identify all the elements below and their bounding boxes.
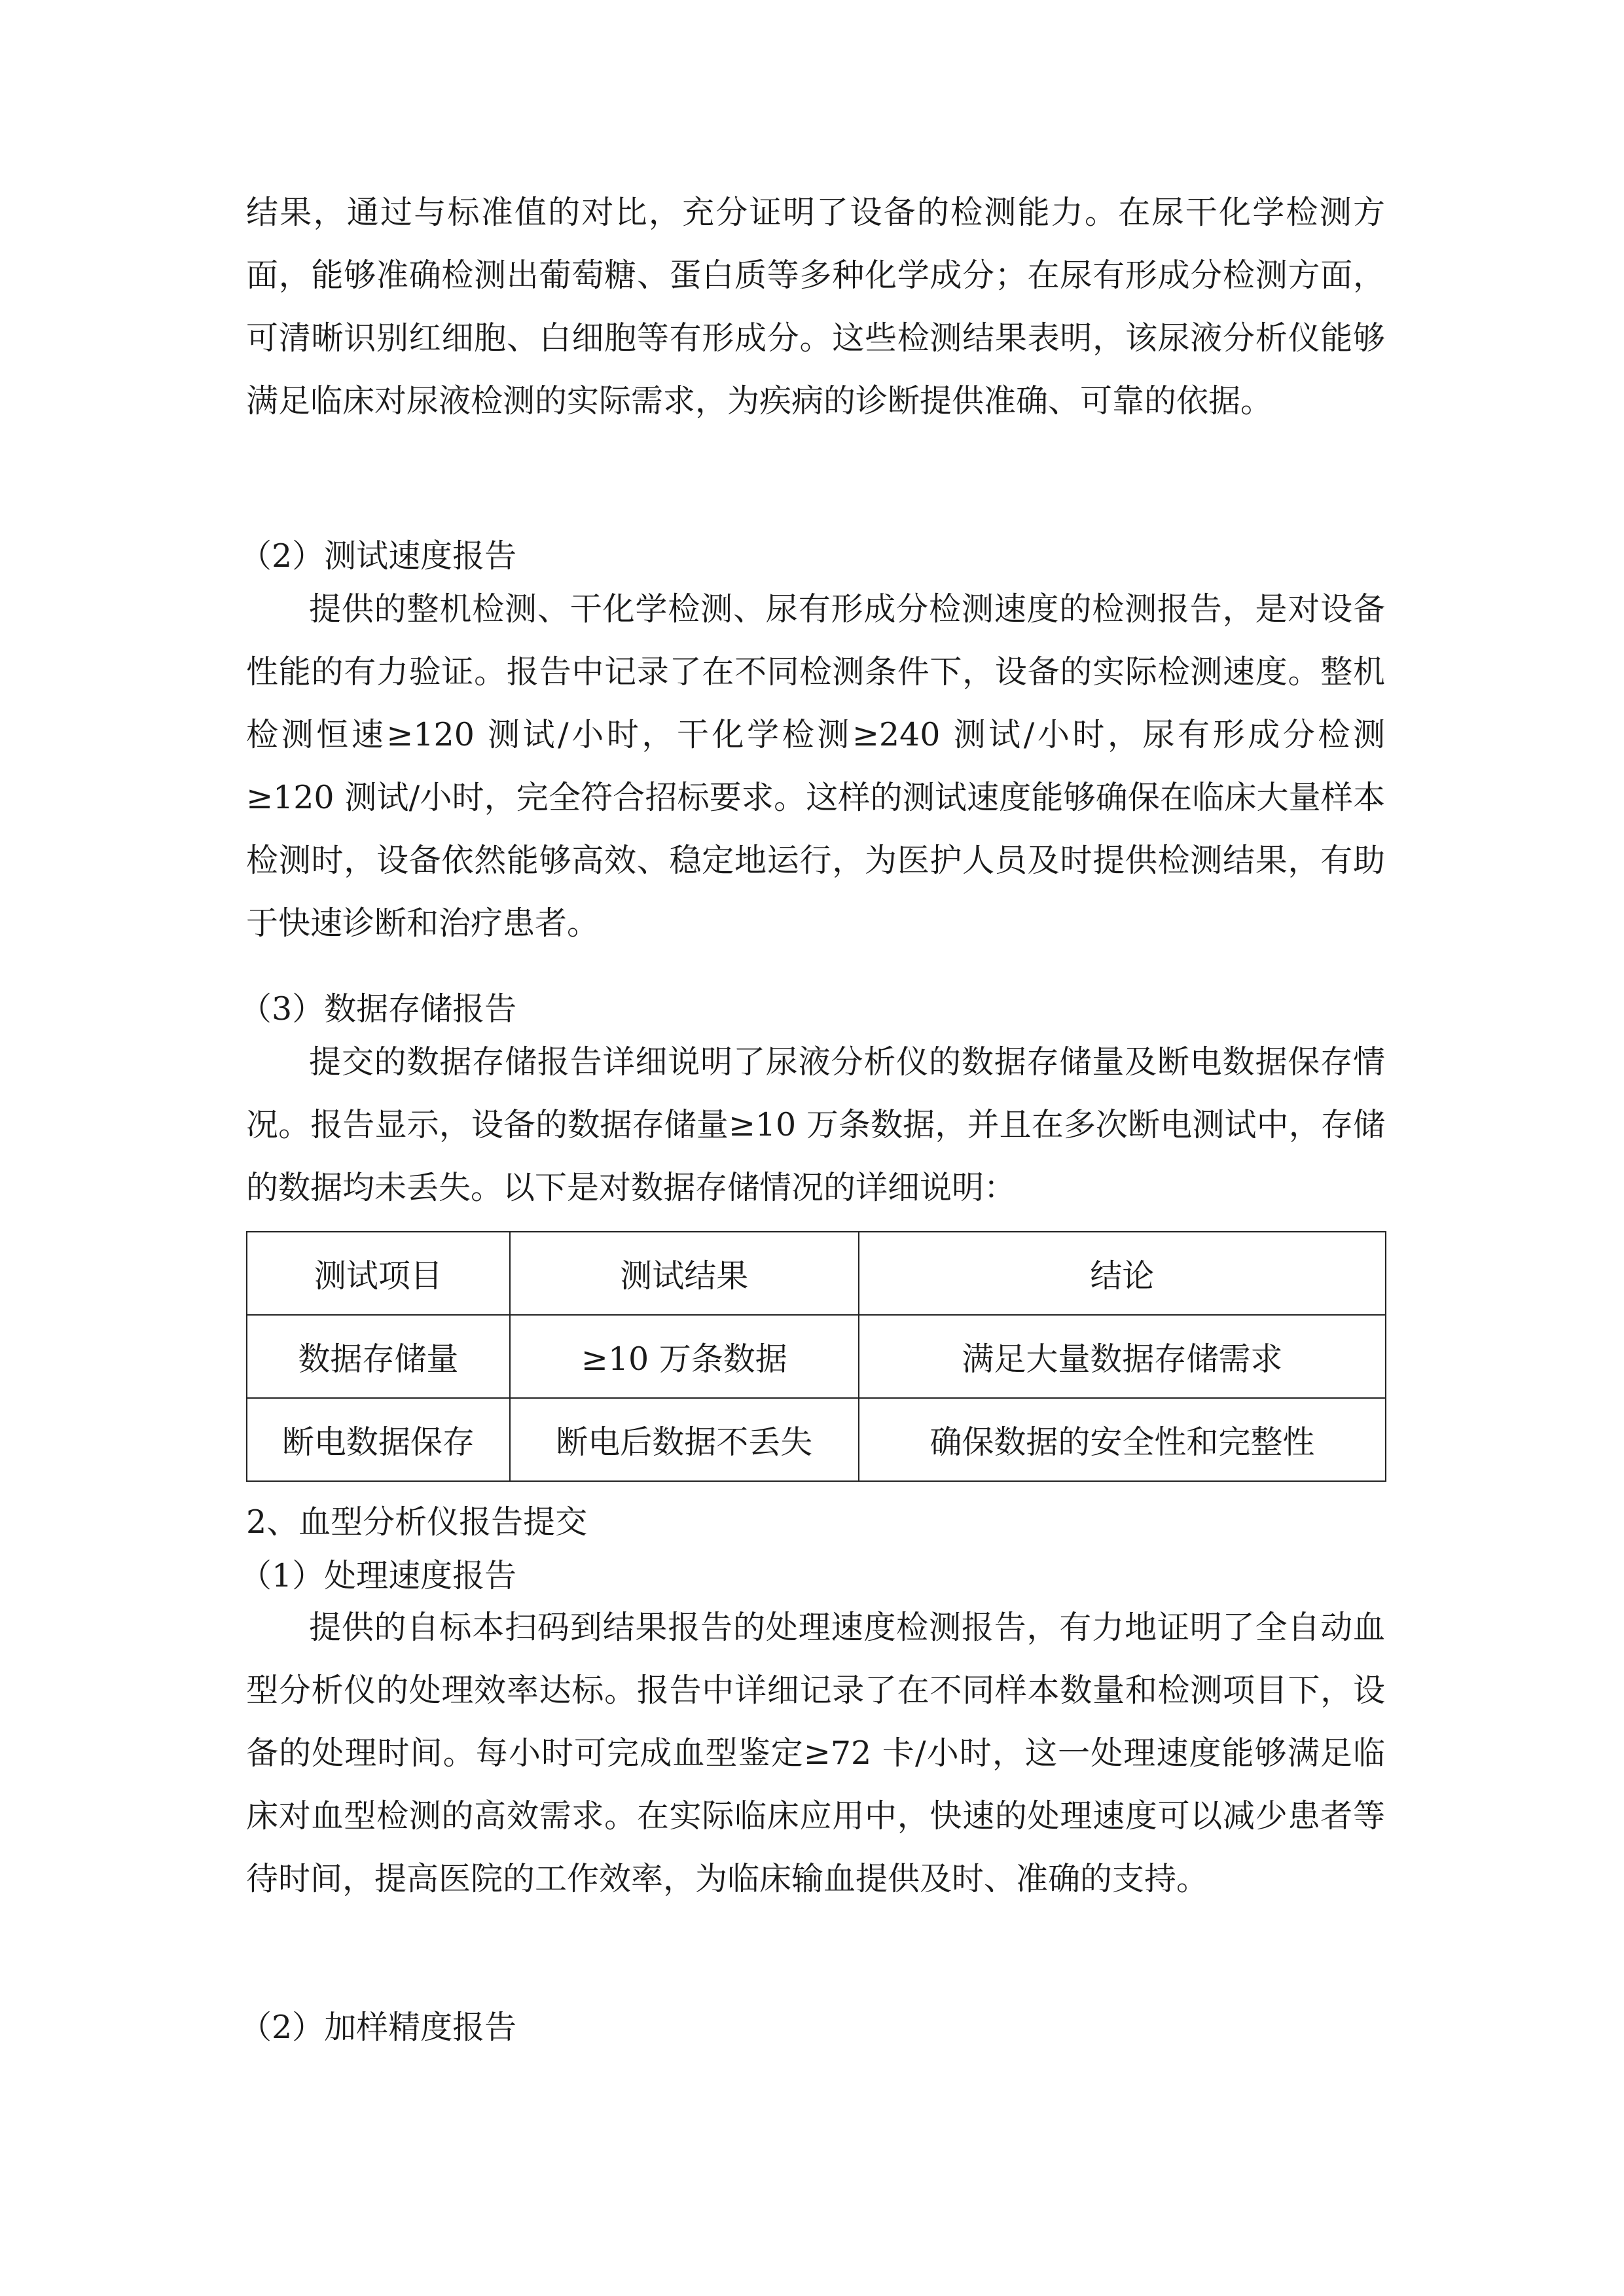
- heading-test-speed-report: （2）测试速度报告: [240, 537, 517, 575]
- table-row: [247, 1398, 1386, 1481]
- table-row: [247, 1315, 1386, 1398]
- table-cell: 断电数据保存: [247, 1398, 510, 1481]
- table-cell: 数据存储量: [247, 1315, 510, 1398]
- table-cell: 断电后数据不丢失: [510, 1398, 859, 1481]
- table-header-row: [247, 1232, 1386, 1315]
- paragraph-test-speed: 提供的整机检测、干化学检测、尿有形成分检测速度的检测报告，是对设备性能的有力验证。报告中记录了在不同检测条件下，设备的实际检测速度。整机检测恒速≥120 测试/小时，干化学检测≥240 测试/小时，尿有形成分检测≥120 测试/小时，完全符合招标要求。这样的测试速度能够确保在临床大量样本检测时，设备依然能够高效、稳定地运行，为医护人员及时提供检测结果，有助于快速诊断和治疗患者。: [246, 590, 1385, 942]
- heading-processing-speed-report: （1）处理速度报告: [240, 1557, 517, 1594]
- data-storage-table: [246, 1231, 1386, 1482]
- paragraph-processing-speed: 提供的自标本扫码到结果报告的处理速度检测报告，有力地证明了全自动血型分析仪的处理效率达标。报告中详细记录了在不同样本数量和检测项目下，设备的处理时间。每小时可完成血型鉴定≥72 卡/小时，这一处理速度能够满足临床对血型检测的高效需求。在实际临床应用中，快速的处理速度可以减少患者等待时间，提高医院的工作效率，为临床输血提供及时、准确的支持。: [246, 1609, 1385, 1897]
- paragraph-data-storage: 提交的数据存储报告详细说明了尿液分析仪的数据存储量及断电数据保存情况。报告显示，设备的数据存储量≥10 万条数据，并且在多次断电测试中，存储的数据均未丢失。以下是对数据存储情况的详细说明：: [246, 1043, 1385, 1206]
- table-header-cell: 测试结果: [510, 1232, 859, 1315]
- heading-data-storage-report: （3）数据存储报告: [240, 990, 517, 1028]
- heading-sampling-precision-report: （2）加样精度报告: [240, 2009, 517, 2046]
- table-cell: 确保数据的安全性和完整性: [859, 1398, 1386, 1481]
- heading-blood-type-analyzer: 2、血型分析仪报告提交: [246, 1503, 588, 1541]
- table-header-cell: 结论: [859, 1232, 1386, 1315]
- table-cell: 满足大量数据存储需求: [859, 1315, 1386, 1398]
- paragraph-urine-results: 结果，通过与标准值的对比，充分证明了设备的检测能力。在尿干化学检测方面，能够准确检测出葡萄糖、蛋白质等多种化学成分；在尿有形成分检测方面，可清晰识别红细胞、白细胞等有形成分。这些检测结果表明，该尿液分析仪能够满足临床对尿液检测的实际需求，为疾病的诊断提供准确、可靠的依据。: [246, 194, 1385, 420]
- table-cell: ≥10 万条数据: [510, 1315, 859, 1398]
- table-header-cell: 测试项目: [247, 1232, 510, 1315]
